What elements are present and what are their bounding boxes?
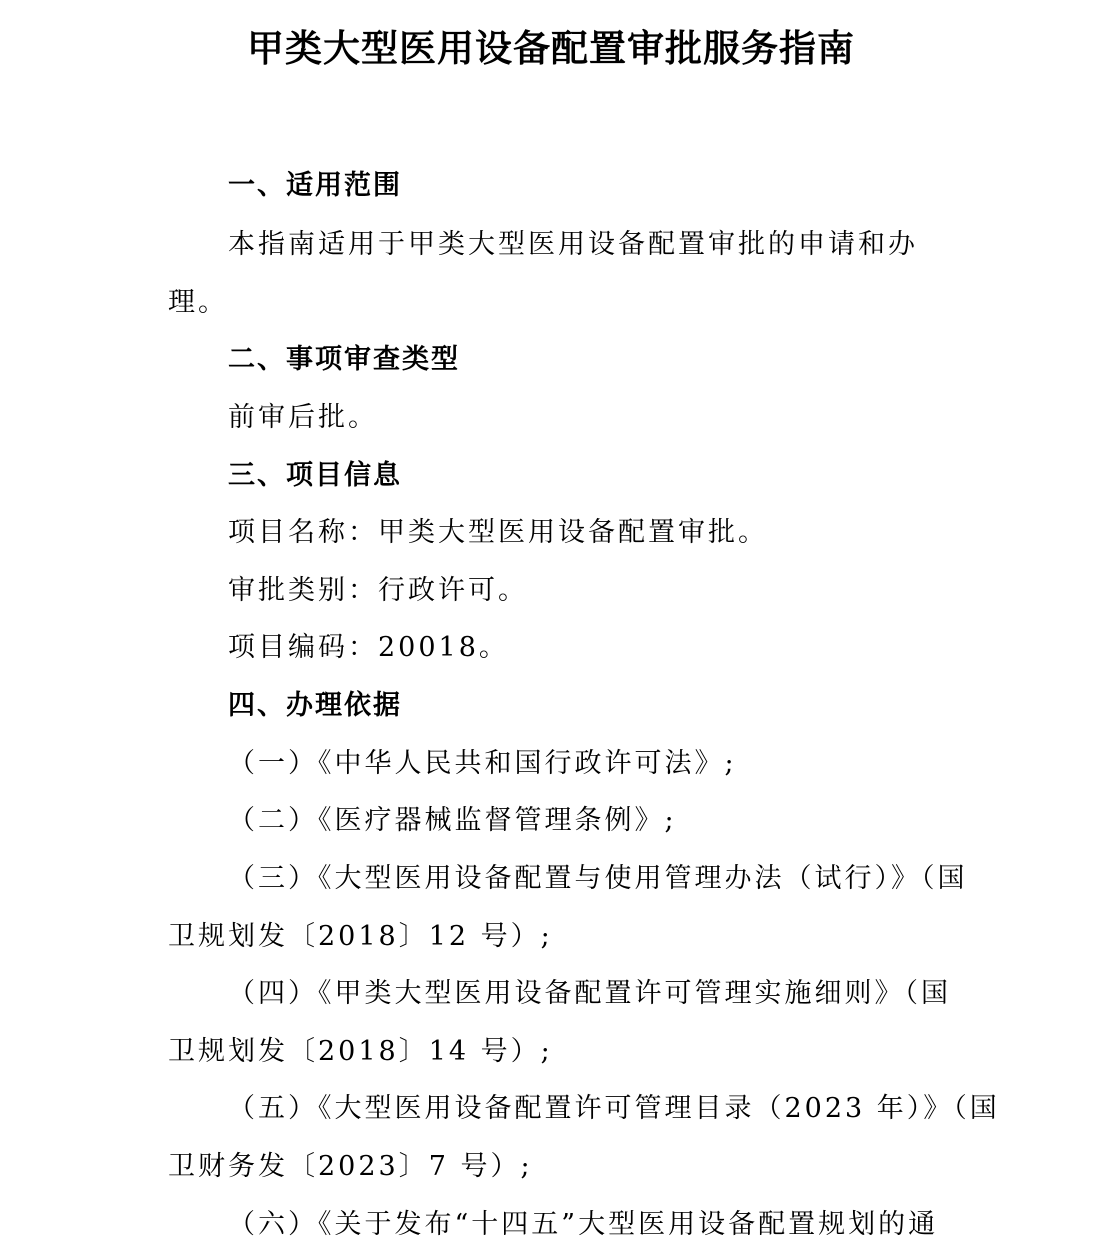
list-item: （六）《关于发布“十四五”大型医用设备配置规划的通 (228, 1209, 939, 1240)
list-item: （一）《中华人民共和国行政许可法》; (228, 748, 737, 779)
paragraph-line: 项目名称：甲类大型医用设备配置审批。 (228, 517, 768, 548)
paragraph-line: 审批类别：行政许可。 (228, 575, 528, 606)
list-item: （三）《大型医用设备配置与使用管理办法（试行）》（国 (228, 863, 968, 894)
section-heading-legal-basis: 四、办理依据 (228, 690, 402, 721)
list-item-continuation: 卫规划发〔2018〕12 号）; (168, 921, 553, 952)
list-item: （四）《甲类大型医用设备配置许可管理实施细则》（国 (228, 978, 951, 1009)
section-heading-project-info: 三、项目信息 (228, 460, 402, 491)
list-item: （五）《大型医用设备配置许可管理目录（2023 年）》（国 (228, 1093, 1000, 1124)
list-item-continuation: 卫规划发〔2018〕14 号）; (168, 1036, 553, 1067)
paragraph-line: 本指南适用于甲类大型医用设备配置审批的申请和办 (228, 229, 918, 260)
section-heading-scope: 一、适用范围 (228, 170, 402, 201)
document-title: 甲类大型医用设备配置审批服务指南 (247, 27, 855, 70)
section-heading-review-type: 二、事项审查类型 (228, 344, 460, 375)
paragraph-line: 理。 (168, 287, 228, 318)
paragraph-line: 前审后批。 (228, 402, 378, 433)
list-item: （二）《医疗器械监督管理条例》; (228, 805, 677, 836)
paragraph-line: 项目编码：20018。 (228, 632, 509, 663)
list-item-continuation: 卫财务发〔2023〕7 号）; (168, 1151, 533, 1182)
